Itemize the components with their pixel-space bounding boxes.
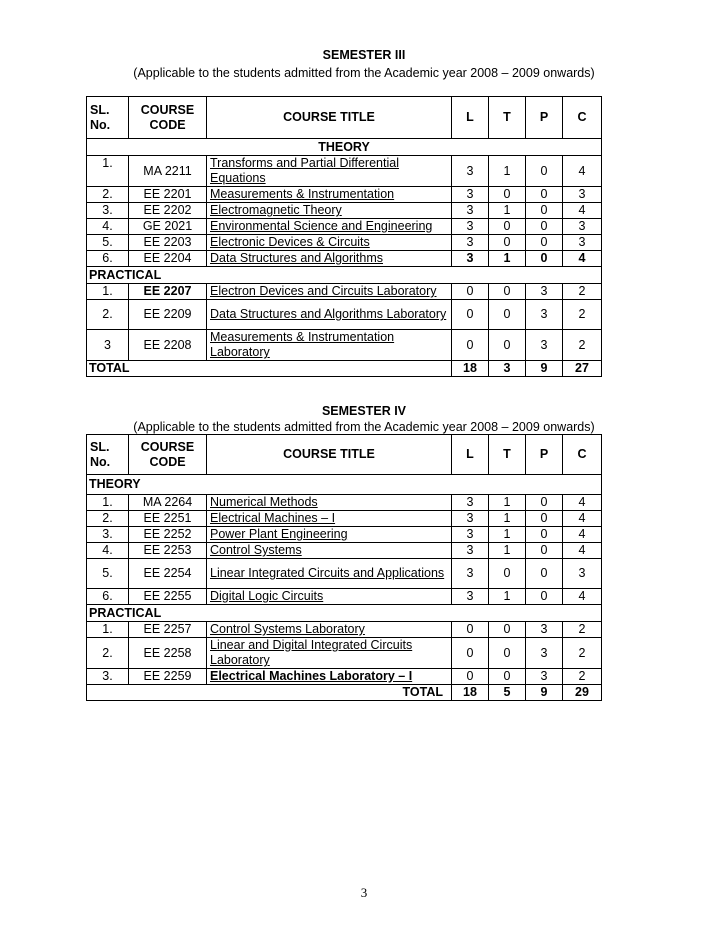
table-row: 5. EE 2254 Linear Integrated Circuits and Applications 3 0 0 3 xyxy=(87,559,602,589)
course-code-header: COURSE CODE xyxy=(129,97,207,139)
table-header-row xyxy=(87,435,602,475)
theory-section-label: THEORY xyxy=(87,475,602,495)
course-title-header: COURSE TITLE xyxy=(207,435,452,475)
table-row: 6. EE 2255 Digital Logic Circuits 3 1 0 4 xyxy=(87,589,602,605)
t-header: T xyxy=(489,435,526,475)
table-row: 1. EE 2257 Control Systems Laboratory 0 0 3 2 xyxy=(87,622,602,638)
table-row: 3. EE 2259 Electrical Machines Laboratory – I 0 0 3 2 xyxy=(87,669,602,685)
course-title: Transforms and Partial Differential Equations xyxy=(207,156,452,187)
table-row: 1. MA 2211 Transforms and Partial Differential Equations 3 1 0 4 xyxy=(87,156,602,187)
course-title: Environmental Science and Engineering xyxy=(207,219,452,235)
course-title: Linear Integrated Circuits and Applications xyxy=(207,559,452,589)
table-row: 2. EE 2251 Electrical Machines – I 3 1 0 4 xyxy=(87,511,602,527)
course-title-header: COURSE TITLE xyxy=(207,97,452,139)
table-row: 4. EE 2253 Control Systems 3 1 0 4 xyxy=(87,543,602,559)
semester-4-subtitle: (Applicable to the students admitted from the Academic year 2008 – 2009 onwards) xyxy=(133,420,595,434)
sl-no-header: SL. No. xyxy=(87,435,129,475)
course-title: Data Structures and Algorithms Laboratory xyxy=(207,300,452,330)
course-title: Numerical Methods xyxy=(207,495,452,511)
table-row: 3. EE 2202 Electromagnetic Theory 3 1 0 4 xyxy=(87,203,602,219)
course-title: Electrical Machines Laboratory – I xyxy=(207,669,452,685)
semester-3-table xyxy=(86,96,602,377)
course-title: Linear and Digital Integrated Circuits Laboratory xyxy=(207,638,452,669)
practical-section-label: PRACTICAL xyxy=(87,605,602,622)
table-row: 3 EE 2208 Measurements & Instrumentation Laboratory 0 0 3 2 xyxy=(87,330,602,361)
table-row: 6. EE 2204 Data Structures and Algorithms 3 1 0 4 xyxy=(87,251,602,267)
course-title: Measurements & Instrumentation xyxy=(207,187,452,203)
course-code-header: COURSE CODE xyxy=(129,435,207,475)
table-header-row xyxy=(87,97,602,139)
table-row: 3. EE 2252 Power Plant Engineering 3 1 0 4 xyxy=(87,527,602,543)
p-header: P xyxy=(526,435,563,475)
table-row: 1. MA 2264 Numerical Methods 3 1 0 4 xyxy=(87,495,602,511)
table-row: 2. EE 2258 Linear and Digital Integrated Circuits Laboratory 0 0 3 2 xyxy=(87,638,602,669)
table-row: 5. EE 2203 Electronic Devices & Circuits 3 0 0 3 xyxy=(87,235,602,251)
table-row: 4. GE 2021 Environmental Science and Engineering 3 0 0 3 xyxy=(87,219,602,235)
theory-section-label: THEORY xyxy=(87,139,602,156)
total-row: TOTAL 18 3 9 27 xyxy=(87,361,602,377)
table-row: 2. EE 2201 Measurements & Instrumentation 3 0 0 3 xyxy=(87,187,602,203)
course-title: Electron Devices and Circuits Laboratory xyxy=(207,284,452,300)
semester-3-title: SEMESTER III xyxy=(322,48,406,62)
sl-no-header: SL. No. xyxy=(87,97,129,139)
semester-3-subtitle: (Applicable to the students admitted from the Academic year 2008 – 2009 onwards) xyxy=(133,66,595,80)
table-row: 2. EE 2209 Data Structures and Algorithms Laboratory 0 0 3 2 xyxy=(87,300,602,330)
course-title: Electromagnetic Theory xyxy=(207,203,452,219)
course-title: Measurements & Instrumentation Laboratory xyxy=(207,330,452,361)
total-label: TOTAL xyxy=(87,361,452,377)
course-title: Digital Logic Circuits xyxy=(207,589,452,605)
semester-4-title: SEMESTER IV xyxy=(321,404,407,418)
course-title: Data Structures and Algorithms xyxy=(207,251,452,267)
c-header: C xyxy=(563,435,602,475)
l-header: L xyxy=(452,97,489,139)
c-header: C xyxy=(563,97,602,139)
practical-section-label: PRACTICAL xyxy=(87,267,602,284)
total-label: TOTAL xyxy=(87,685,452,701)
page-number: 3 xyxy=(360,885,368,900)
semester-4-table xyxy=(86,434,602,701)
course-title: Electronic Devices & Circuits xyxy=(207,235,452,251)
course-title: Control Systems Laboratory xyxy=(207,622,452,638)
table-row: 1. EE 2207 Electron Devices and Circuits Laboratory 0 0 3 2 xyxy=(87,284,602,300)
t-header: T xyxy=(489,97,526,139)
course-title: Control Systems xyxy=(207,543,452,559)
total-row: TOTAL 18 5 9 29 xyxy=(87,685,602,701)
l-header: L xyxy=(452,435,489,475)
p-header: P xyxy=(526,97,563,139)
course-title: Power Plant Engineering xyxy=(207,527,452,543)
course-title: Electrical Machines – I xyxy=(207,511,452,527)
